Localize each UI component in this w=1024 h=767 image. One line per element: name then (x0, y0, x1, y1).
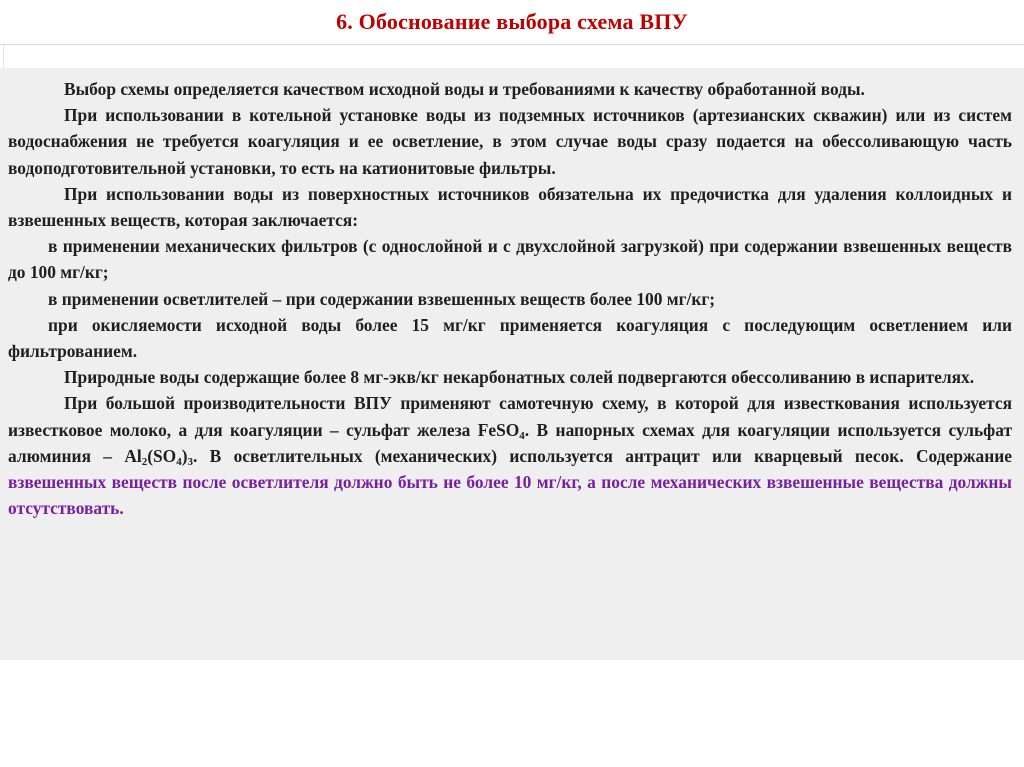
subscript: 4 (176, 455, 182, 468)
slide-title: 6. Обоснование выбора схема ВПУ (336, 9, 688, 34)
list-item-mechanical-filters: в применении механических фильтров (с однослойной и с двухслойной загрузкой) при содержании взвешенных веществ до 100 мг/кг; (8, 236, 1012, 283)
list-item-clarifiers: в применении осветлителей – при содержании взвешенных веществ более 100 мг/кг; (48, 288, 716, 309)
text-segment: . В осветлительных (механических) используется антрацит или кварцевый песок. Содержание (193, 445, 1012, 466)
paragraph-evaporators: Природные воды содержащие более 8 мг-экв/кг некарбонатных солей подвергаются обессоливанию в испарителях. (64, 367, 975, 388)
subscript: 4 (519, 429, 525, 442)
paragraph-underground-sources: При использовании в котельной установке воды из подземных источников (артезианских скважин) или из систем водоснабжения не требуется коагуляция и ее осветление, в этом случае воды сразу подается на обессоливающую часть водоподготовительной установки, то есть на катионитовые фильтры. (8, 105, 1012, 178)
paragraph-surface-sources: При использовании воды из поверхностных источников обязательна их предочистка для удаления коллоидных и взвешенных веществ, которая заключается: (8, 183, 1012, 231)
subscript: 3 (187, 455, 194, 468)
bottom-blank-area (0, 660, 1024, 767)
slide-body (8, 76, 1012, 521)
text-segment: . В напорных схемах для коагуляции используется сульфат алюминия – Al (8, 419, 1012, 466)
paragraph-scheme-choice: Выбор схемы определяется качеством исходной воды и требованиями к качеству обработанной воды. (64, 79, 865, 99)
highlighted-text: взвешенных веществ после осветлителя должно быть не более 10 мг/кг, а после механических взвешенные вещества должны отсутствовать. (8, 472, 1012, 519)
title-divider (0, 44, 1024, 45)
title-bar (0, 0, 1024, 44)
text-segment: ) (181, 445, 188, 466)
paragraph-high-capacity (8, 390, 1012, 521)
text-segment: (SO (147, 445, 177, 466)
text-segment: При большой производительности ВПУ применяют самотечную схему, в которой для известкования используется известковое молоко, а для коагуляции – сульфат железа FeSO (8, 393, 1012, 440)
subscript: 2 (141, 455, 148, 468)
list-item-coagulation: при окисляемости исходной воды более 15 мг/кг применяется коагуляция с последующим осветлением или фильтрованием. (8, 314, 1012, 362)
